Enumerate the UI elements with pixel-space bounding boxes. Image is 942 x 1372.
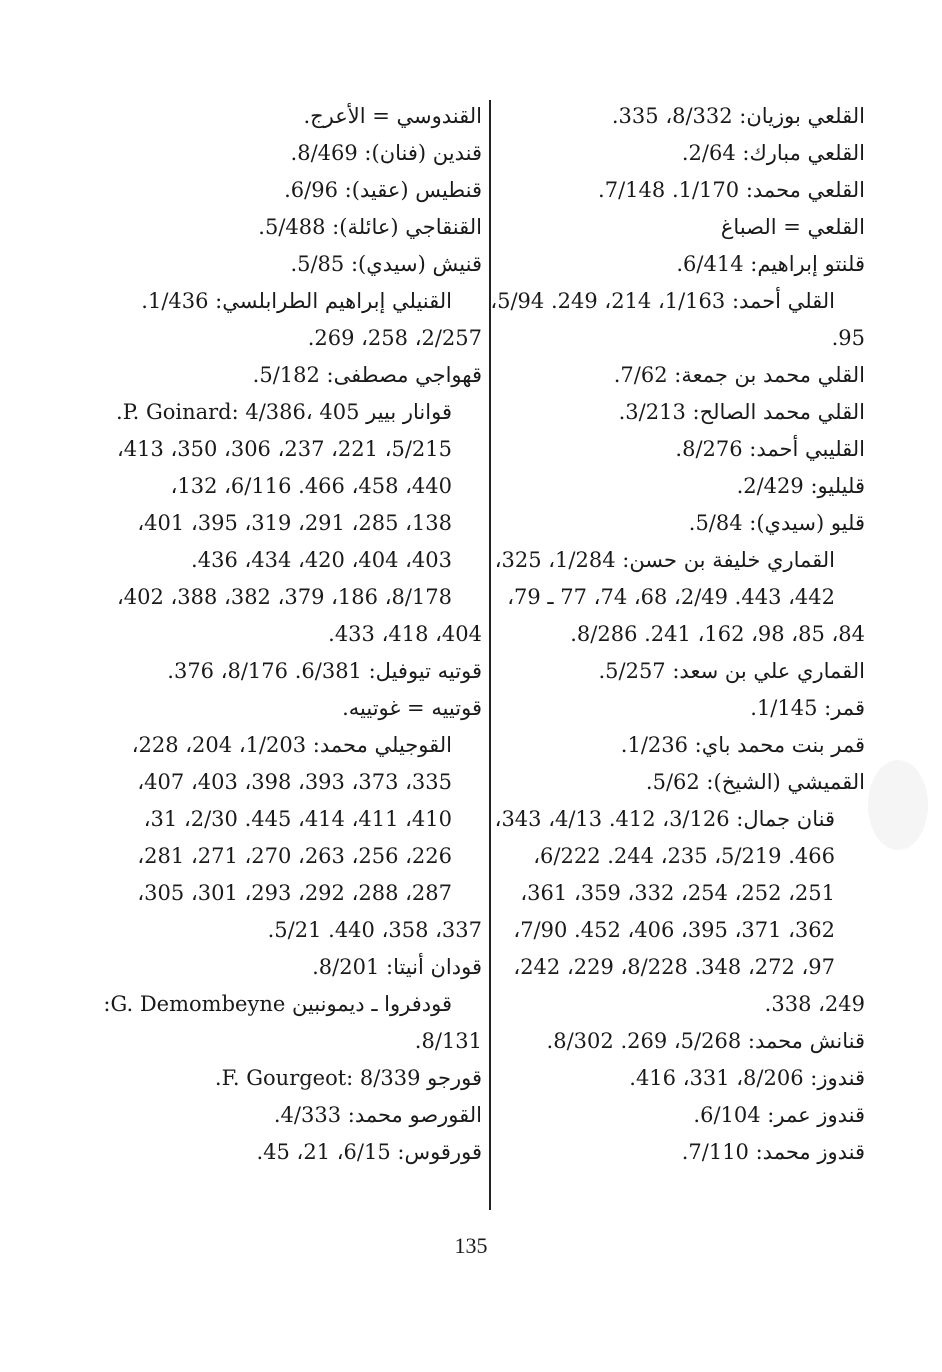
index-entry-line: قمر: 1/145. — [750, 696, 865, 720]
page-number: 135 — [454, 1233, 488, 1258]
index-entry-line: قندوز محمد: 7/110. — [681, 1140, 865, 1164]
index-entry-line: 410، 411، 414، 445. 2/30، 31، — [143, 807, 452, 831]
index-entry-line: 95. — [831, 326, 865, 350]
index-entry-line: 84، 85، 98، 162، 241. 8/286. — [570, 622, 865, 646]
index-entry-line: قندوز: 8/206، 331، 416. — [629, 1066, 865, 1090]
index-entry-line: 337، 358، 440. 5/21. — [267, 918, 482, 942]
index-entry-line: 466. 5/219، 235، 244. 6/222، — [533, 844, 835, 868]
index-entry-line: قنانش محمد: 5/268، 269. 8/302. — [546, 1029, 865, 1053]
index-entry-line: قليو (سيدي): 5/84. — [688, 511, 865, 535]
index-entry-line: القنقاجي (عائلة): 5/488. — [258, 215, 482, 239]
index-entry-line: القميشي (الشيخ): 5/62. — [645, 770, 865, 794]
index-entry-line: قليليو: 2/429. — [736, 474, 865, 498]
index-column-left — [82, 98, 482, 1171]
index-entry-line: 440، 458، 466. 6/116، 132، — [170, 474, 452, 498]
index-entry-line: قندوز عمر: 6/104. — [693, 1103, 865, 1127]
index-entry-line: 97، 272، 348. 8/228، 229، 242، — [513, 955, 835, 979]
index-entry-line: 251، 252، 254، 332، 359، 361، — [520, 881, 835, 905]
index-entry-line: القندوسي = الأعرج. — [303, 104, 482, 128]
index-entry-line: قندين (فنان): 8/469. — [290, 141, 482, 165]
index-entry-line: 249، 338. — [764, 992, 865, 1016]
index-entry-line: القنيلي إبراهيم الطرابلسي: 1/436. — [141, 289, 452, 313]
index-entry-line: 8/131. — [414, 1029, 482, 1053]
index-entry-line: قنان جمال: 3/126، 412. 4/13، 343، — [494, 807, 835, 831]
index-entry-line: القلعي = الصباغ — [720, 215, 865, 239]
index-entry-line: القلي محمد بن جمعة: 7/62. — [613, 363, 865, 387]
index-entry-line: قوتيه تيوفيل: 6/381. 8/176، 376. — [167, 659, 482, 683]
index-entry-line: 2/257، 258، 269. — [307, 326, 482, 350]
index-entry-line: القلعي بوزيان: 8/332، 335. — [611, 104, 865, 128]
index-entry-line: قوتييه = غوتييه. — [342, 696, 482, 720]
index-entry-line: قودان أنيتا: 8/201. — [312, 955, 482, 979]
index-entry-line: قورقوس: 6/15، 21، 45. — [256, 1140, 482, 1164]
index-entry-line: قوانار بيير P. Goinard: 4/386، 405. — [116, 400, 452, 424]
index-entry-line: قهواجي مصطفى: 5/182. — [252, 363, 482, 387]
index-entry-line: قنطيس (عقيد): 6/96. — [284, 178, 482, 202]
index-entry-line: 362، 371، 395، 406، 452. 7/90، — [513, 918, 835, 942]
index-entry-line: قودفروا ـ ديمونبين G. Demombeyne: — [103, 992, 452, 1016]
index-entry-line: 226، 256، 263، 270، 271، 281، — [137, 844, 452, 868]
index-entry-line: القماري علي بن سعد: 5/257. — [598, 659, 865, 683]
index-entry-line: قنيش (سيدي): 5/85. — [290, 252, 482, 276]
index-entry-line: القلعي محمد: 1/170. 7/148. — [598, 178, 865, 202]
index-entry-line: القليبي أحمد: 8/276. — [675, 437, 865, 461]
index-entry-line: 404، 418، 433. — [328, 622, 482, 646]
index-entry-line: 335، 373، 393، 398، 403، 407، — [137, 770, 452, 794]
index-entry-line: قورجو F. Gourgeot: 8/339. — [214, 1066, 482, 1090]
index-entry-line: القوجيلي محمد: 1/203، 204، 228، — [131, 733, 452, 757]
index-entry-line: القلي محمد الصالح: 3/213. — [618, 400, 865, 424]
index-entry-line: القماري خليفة بن حسن: 1/284، 325، — [494, 548, 835, 572]
index-entry-line: قلنتو إبراهيم: 6/414. — [676, 252, 865, 276]
index-entry-line: 138، 285، 291، 319، 395، 401، — [137, 511, 452, 535]
index-column-right — [490, 98, 865, 1171]
index-entry-line: 287، 288، 292، 293، 301، 305، — [137, 881, 452, 905]
index-entry-line: 5/215، 221، 237، 306، 350، 413، — [116, 437, 452, 461]
column-divider — [489, 100, 491, 1210]
index-entry-line: 442، 443. 2/49، 68، 74، 77 ـ 79، — [507, 585, 835, 609]
index-entry-line: قمر بنت محمد باي: 1/236. — [620, 733, 865, 757]
index-entry-line: القلعي مبارك: 2/64. — [681, 141, 865, 165]
index-entry-line: 8/178، 186، 379، 382، 388، 402، — [116, 585, 452, 609]
index-entry-line: 403، 404، 420، 434، 436. — [191, 548, 452, 572]
index-entry-line: القلي أحمد: 1/163، 214، 249. 5/94، — [490, 289, 835, 313]
scan-noise — [868, 760, 928, 850]
index-entry-line: القورصو محمد: 4/333. — [273, 1103, 482, 1127]
